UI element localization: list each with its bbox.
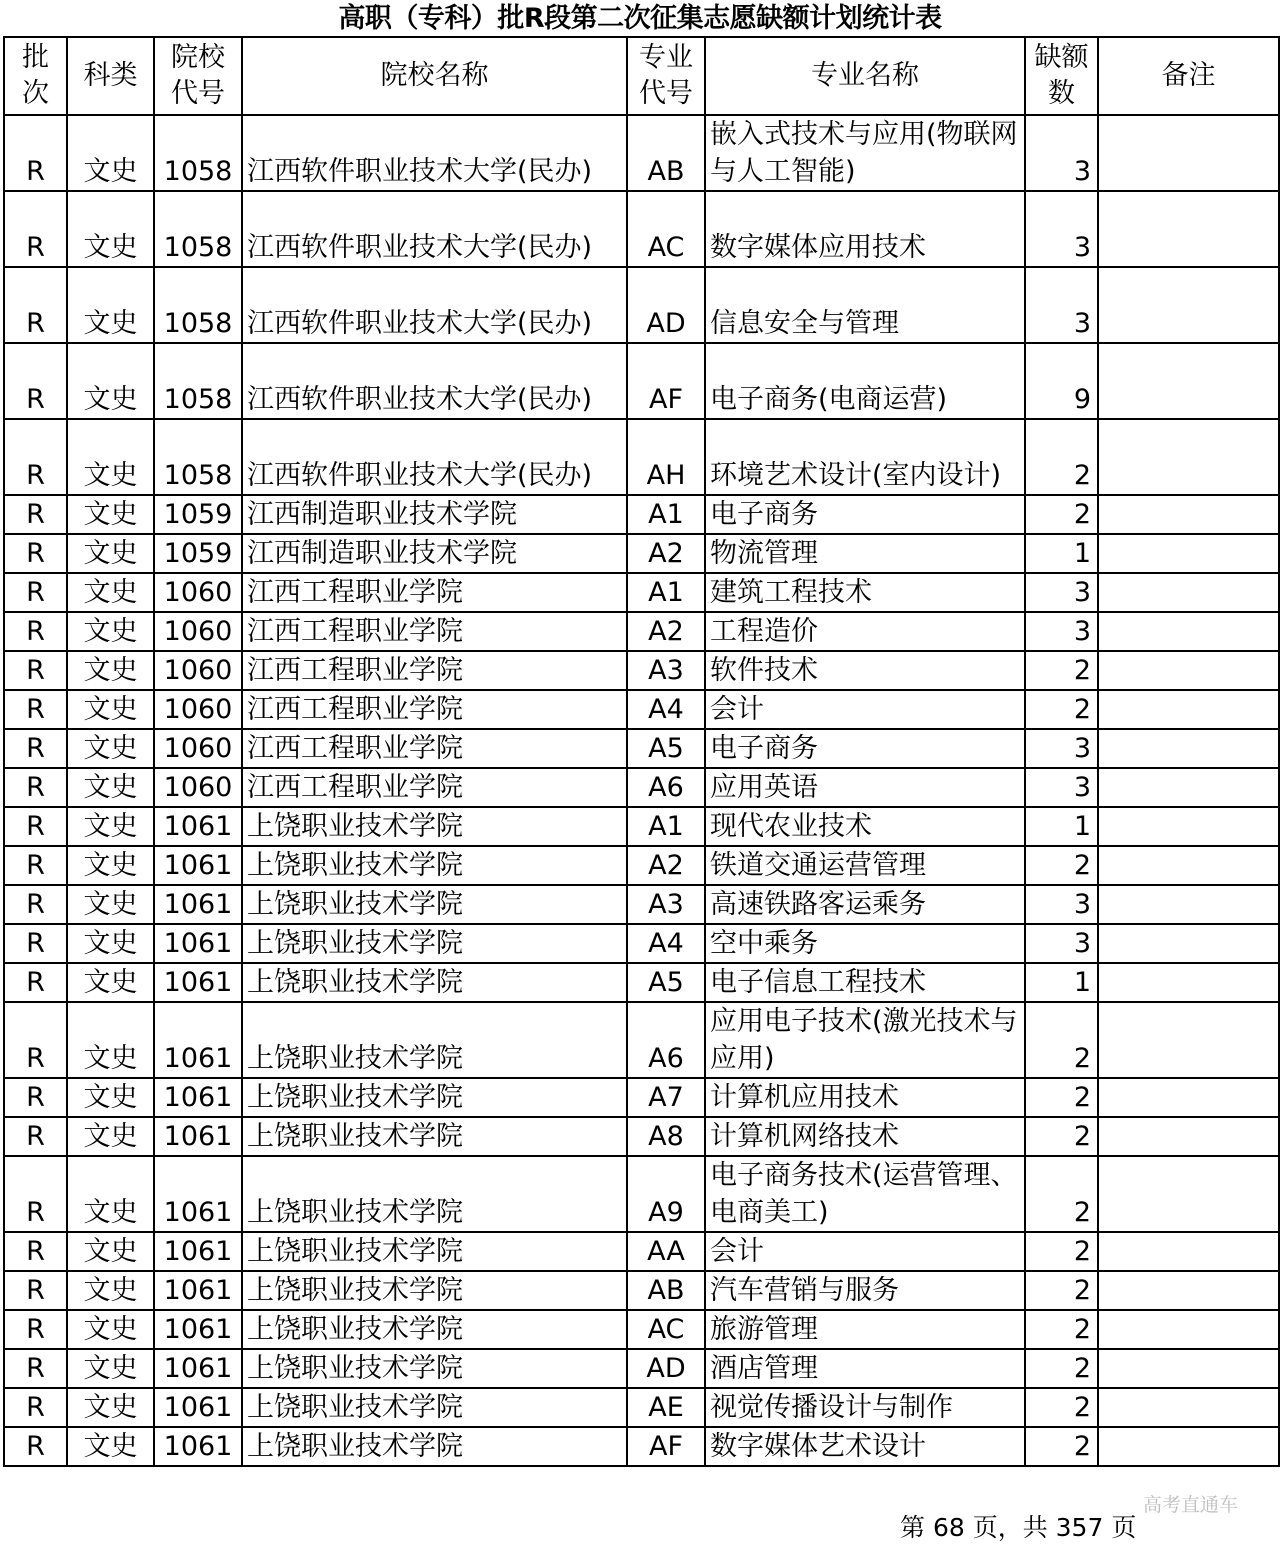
cell-category: 文史 — [67, 1271, 154, 1310]
cell-school-name: 上饶职业技术学院 — [242, 1427, 627, 1466]
header-row — [4, 37, 1279, 115]
table-row — [4, 267, 1279, 343]
cell-major-name: 酒店管理 — [705, 1349, 1025, 1388]
watermark: 高考直通车 — [1143, 1494, 1239, 1516]
cell-school-name: 江西工程职业学院 — [242, 651, 627, 690]
cell-remarks — [1098, 1232, 1279, 1271]
cell-remarks — [1098, 419, 1279, 495]
cell-category: 文史 — [67, 534, 154, 573]
cell-category: 文史 — [67, 612, 154, 651]
header-batch: 批 次 — [4, 37, 67, 115]
cell-remarks — [1098, 1427, 1279, 1466]
table-row — [4, 1117, 1279, 1156]
cell-vacancies: 3 — [1025, 768, 1098, 807]
cell-remarks — [1098, 612, 1279, 651]
cell-school-code: 1060 — [154, 768, 242, 807]
cell-major-name: 物流管理 — [705, 534, 1025, 573]
cell-school-name: 江西软件职业技术大学(民办) — [242, 343, 627, 419]
cell-major-name: 汽车营销与服务 — [705, 1271, 1025, 1310]
cell-category: 文史 — [67, 885, 154, 924]
cell-school-code: 1061 — [154, 1271, 242, 1310]
cell-batch: R — [4, 1388, 67, 1427]
cell-category: 文史 — [67, 1427, 154, 1466]
header-school-code: 院校 代号 — [154, 37, 242, 115]
table-row — [4, 1349, 1279, 1388]
cell-vacancies: 2 — [1025, 1388, 1098, 1427]
cell-school-code: 1060 — [154, 729, 242, 768]
table-row — [4, 534, 1279, 573]
cell-batch: R — [4, 419, 67, 495]
cell-school-code: 1060 — [154, 612, 242, 651]
table-row — [4, 807, 1279, 846]
cell-major-code: A2 — [627, 612, 705, 651]
cell-school-code: 1058 — [154, 191, 242, 267]
cell-school-name: 江西工程职业学院 — [242, 690, 627, 729]
cell-major-name: 电子商务技术(运营管理、电商美工) — [705, 1156, 1025, 1232]
cell-major-code: A1 — [627, 495, 705, 534]
cell-batch: R — [4, 690, 67, 729]
cell-major-name: 视觉传播设计与制作 — [705, 1388, 1025, 1427]
cell-remarks — [1098, 807, 1279, 846]
cell-major-code: AA — [627, 1232, 705, 1271]
cell-school-name: 江西制造职业技术学院 — [242, 534, 627, 573]
cell-remarks — [1098, 1388, 1279, 1427]
cell-category: 文史 — [67, 846, 154, 885]
cell-vacancies: 2 — [1025, 1310, 1098, 1349]
cell-school-code: 1061 — [154, 924, 242, 963]
cell-vacancies: 2 — [1025, 1156, 1098, 1232]
cell-school-code: 1061 — [154, 1117, 242, 1156]
cell-category: 文史 — [67, 1349, 154, 1388]
header-remarks: 备注 — [1098, 37, 1279, 115]
header-school-name: 院校名称 — [242, 37, 627, 115]
cell-school-code: 1061 — [154, 1427, 242, 1466]
cell-vacancies: 2 — [1025, 1232, 1098, 1271]
cell-batch: R — [4, 573, 67, 612]
cell-batch: R — [4, 1078, 67, 1117]
cell-school-name: 上饶职业技术学院 — [242, 1271, 627, 1310]
cell-school-code: 1058 — [154, 343, 242, 419]
cell-school-code: 1061 — [154, 1002, 242, 1078]
cell-remarks — [1098, 729, 1279, 768]
cell-batch: R — [4, 267, 67, 343]
cell-school-code: 1060 — [154, 573, 242, 612]
cell-school-code: 1061 — [154, 1078, 242, 1117]
cell-major-name: 计算机应用技术 — [705, 1078, 1025, 1117]
cell-school-name: 江西工程职业学院 — [242, 573, 627, 612]
cell-major-code: A7 — [627, 1078, 705, 1117]
cell-major-code: A3 — [627, 885, 705, 924]
cell-category: 文史 — [67, 1388, 154, 1427]
cell-major-name: 应用英语 — [705, 768, 1025, 807]
table-row — [4, 1002, 1279, 1078]
header-major-name: 专业名称 — [705, 37, 1025, 115]
cell-category: 文史 — [67, 115, 154, 191]
cell-major-code: A3 — [627, 651, 705, 690]
cell-major-code: A6 — [627, 768, 705, 807]
table-row — [4, 495, 1279, 534]
cell-category: 文史 — [67, 1232, 154, 1271]
table-row — [4, 191, 1279, 267]
cell-vacancies: 2 — [1025, 495, 1098, 534]
cell-major-code: A2 — [627, 534, 705, 573]
cell-category: 文史 — [67, 1002, 154, 1078]
cell-remarks — [1098, 1310, 1279, 1349]
cell-major-code: AF — [627, 1427, 705, 1466]
cell-category: 文史 — [67, 191, 154, 267]
cell-vacancies: 3 — [1025, 267, 1098, 343]
cell-batch: R — [4, 963, 67, 1002]
cell-vacancies: 3 — [1025, 115, 1098, 191]
table-row — [4, 1156, 1279, 1232]
cell-vacancies: 1 — [1025, 534, 1098, 573]
cell-category: 文史 — [67, 768, 154, 807]
cell-school-code: 1061 — [154, 807, 242, 846]
cell-school-code: 1060 — [154, 651, 242, 690]
cell-school-code: 1061 — [154, 1349, 242, 1388]
cell-batch: R — [4, 885, 67, 924]
cell-remarks — [1098, 924, 1279, 963]
cell-school-name: 江西工程职业学院 — [242, 768, 627, 807]
cell-school-name: 上饶职业技术学院 — [242, 963, 627, 1002]
cell-category: 文史 — [67, 807, 154, 846]
cell-vacancies: 2 — [1025, 1117, 1098, 1156]
cell-major-code: AE — [627, 1388, 705, 1427]
cell-school-name: 上饶职业技术学院 — [242, 846, 627, 885]
cell-major-code: A6 — [627, 1002, 705, 1078]
cell-major-code: A8 — [627, 1117, 705, 1156]
cell-category: 文史 — [67, 495, 154, 534]
cell-school-name: 上饶职业技术学院 — [242, 1232, 627, 1271]
table-row — [4, 1271, 1279, 1310]
cell-major-name: 高速铁路客运乘务 — [705, 885, 1025, 924]
cell-vacancies: 3 — [1025, 885, 1098, 924]
cell-school-name: 江西软件职业技术大学(民办) — [242, 115, 627, 191]
cell-major-code: AD — [627, 1349, 705, 1388]
cell-school-name: 上饶职业技术学院 — [242, 1310, 627, 1349]
cell-remarks — [1098, 768, 1279, 807]
cell-school-code: 1061 — [154, 1156, 242, 1232]
cell-school-name: 上饶职业技术学院 — [242, 1156, 627, 1232]
cell-category: 文史 — [67, 267, 154, 343]
cell-vacancies: 9 — [1025, 343, 1098, 419]
cell-remarks — [1098, 1271, 1279, 1310]
cell-school-code: 1061 — [154, 846, 242, 885]
cell-remarks — [1098, 534, 1279, 573]
cell-batch: R — [4, 1002, 67, 1078]
cell-batch: R — [4, 729, 67, 768]
cell-major-name: 工程造价 — [705, 612, 1025, 651]
cell-batch: R — [4, 191, 67, 267]
cell-category: 文史 — [67, 729, 154, 768]
table-row — [4, 963, 1279, 1002]
cell-major-code: AC — [627, 191, 705, 267]
cell-remarks — [1098, 1117, 1279, 1156]
cell-remarks — [1098, 885, 1279, 924]
cell-school-code: 1061 — [154, 1388, 242, 1427]
cell-remarks — [1098, 1078, 1279, 1117]
cell-major-name: 铁道交通运营管理 — [705, 846, 1025, 885]
cell-school-name: 江西工程职业学院 — [242, 729, 627, 768]
page-number: 第 68 页，共 357 页 — [900, 1513, 1137, 1542]
cell-vacancies: 2 — [1025, 651, 1098, 690]
cell-school-code: 1060 — [154, 690, 242, 729]
cell-vacancies: 2 — [1025, 1427, 1098, 1466]
cell-category: 文史 — [67, 1156, 154, 1232]
cell-batch: R — [4, 1271, 67, 1310]
cell-major-name: 建筑工程技术 — [705, 573, 1025, 612]
cell-remarks — [1098, 651, 1279, 690]
cell-batch: R — [4, 1156, 67, 1232]
cell-remarks — [1098, 1002, 1279, 1078]
cell-major-code: A4 — [627, 924, 705, 963]
cell-remarks — [1098, 1349, 1279, 1388]
cell-batch: R — [4, 115, 67, 191]
cell-vacancies: 2 — [1025, 690, 1098, 729]
cell-vacancies: 2 — [1025, 1078, 1098, 1117]
table-row — [4, 924, 1279, 963]
cell-major-name: 软件技术 — [705, 651, 1025, 690]
cell-school-name: 上饶职业技术学院 — [242, 885, 627, 924]
cell-school-name: 江西软件职业技术大学(民办) — [242, 419, 627, 495]
cell-school-name: 上饶职业技术学院 — [242, 1117, 627, 1156]
table-row — [4, 612, 1279, 651]
cell-batch: R — [4, 807, 67, 846]
cell-school-code: 1061 — [154, 963, 242, 1002]
cell-school-name: 江西软件职业技术大学(民办) — [242, 267, 627, 343]
cell-vacancies: 2 — [1025, 1271, 1098, 1310]
cell-school-name: 上饶职业技术学院 — [242, 1388, 627, 1427]
cell-category: 文史 — [67, 573, 154, 612]
cell-major-name: 旅游管理 — [705, 1310, 1025, 1349]
cell-batch: R — [4, 1232, 67, 1271]
cell-major-code: A1 — [627, 807, 705, 846]
vacancy-table — [3, 36, 1280, 1467]
cell-major-name: 电子商务 — [705, 495, 1025, 534]
cell-category: 文史 — [67, 690, 154, 729]
table-row — [4, 573, 1279, 612]
cell-school-name: 上饶职业技术学院 — [242, 807, 627, 846]
cell-vacancies: 2 — [1025, 846, 1098, 885]
cell-vacancies: 3 — [1025, 191, 1098, 267]
cell-school-code: 1058 — [154, 115, 242, 191]
table-row — [4, 729, 1279, 768]
cell-batch: R — [4, 1117, 67, 1156]
cell-major-name: 电子信息工程技术 — [705, 963, 1025, 1002]
cell-school-code: 1061 — [154, 885, 242, 924]
cell-category: 文史 — [67, 651, 154, 690]
cell-remarks — [1098, 343, 1279, 419]
cell-major-name: 会计 — [705, 690, 1025, 729]
cell-vacancies: 3 — [1025, 573, 1098, 612]
cell-batch: R — [4, 651, 67, 690]
cell-vacancies: 3 — [1025, 612, 1098, 651]
table-row — [4, 1078, 1279, 1117]
cell-school-name: 上饶职业技术学院 — [242, 924, 627, 963]
cell-category: 文史 — [67, 1078, 154, 1117]
cell-major-code: AB — [627, 115, 705, 191]
cell-school-name: 上饶职业技术学院 — [242, 1349, 627, 1388]
cell-remarks — [1098, 963, 1279, 1002]
cell-school-code: 1059 — [154, 534, 242, 573]
cell-major-code: A9 — [627, 1156, 705, 1232]
cell-school-code: 1058 — [154, 267, 242, 343]
page-title: 高职（专科）批R段第二次征集志愿缺额计划统计表 — [338, 3, 942, 34]
table-row — [4, 1427, 1279, 1466]
header-major-code: 专业 代号 — [627, 37, 705, 115]
cell-vacancies: 3 — [1025, 729, 1098, 768]
cell-school-code: 1059 — [154, 495, 242, 534]
cell-batch: R — [4, 1349, 67, 1388]
cell-vacancies: 1 — [1025, 963, 1098, 1002]
cell-major-name: 环境艺术设计(室内设计) — [705, 419, 1025, 495]
cell-remarks — [1098, 846, 1279, 885]
cell-category: 文史 — [67, 419, 154, 495]
cell-vacancies: 2 — [1025, 1002, 1098, 1078]
cell-major-name: 电子商务(电商运营) — [705, 343, 1025, 419]
cell-school-name: 上饶职业技术学院 — [242, 1002, 627, 1078]
cell-category: 文史 — [67, 963, 154, 1002]
cell-category: 文史 — [67, 924, 154, 963]
cell-major-code: A2 — [627, 846, 705, 885]
cell-school-code: 1058 — [154, 419, 242, 495]
cell-remarks — [1098, 690, 1279, 729]
cell-remarks — [1098, 267, 1279, 343]
cell-major-name: 数字媒体艺术设计 — [705, 1427, 1025, 1466]
cell-major-name: 会计 — [705, 1232, 1025, 1271]
cell-vacancies: 2 — [1025, 1349, 1098, 1388]
table-row — [4, 343, 1279, 419]
cell-major-name: 应用电子技术(激光技术与应用) — [705, 1002, 1025, 1078]
cell-batch: R — [4, 924, 67, 963]
cell-major-code: A5 — [627, 963, 705, 1002]
table-row — [4, 115, 1279, 191]
table-row — [4, 651, 1279, 690]
cell-batch: R — [4, 1427, 67, 1466]
table-body — [4, 115, 1279, 1466]
cell-category: 文史 — [67, 1310, 154, 1349]
cell-major-name: 数字媒体应用技术 — [705, 191, 1025, 267]
table-row — [4, 768, 1279, 807]
cell-batch: R — [4, 768, 67, 807]
cell-major-code: AC — [627, 1310, 705, 1349]
cell-batch: R — [4, 534, 67, 573]
cell-major-code: AH — [627, 419, 705, 495]
cell-batch: R — [4, 846, 67, 885]
cell-vacancies: 3 — [1025, 924, 1098, 963]
table-row — [4, 1232, 1279, 1271]
cell-major-code: A4 — [627, 690, 705, 729]
table-row — [4, 1388, 1279, 1427]
table-row — [4, 690, 1279, 729]
cell-batch: R — [4, 1310, 67, 1349]
cell-batch: R — [4, 495, 67, 534]
table-row — [4, 846, 1279, 885]
cell-major-code: AB — [627, 1271, 705, 1310]
table-row — [4, 419, 1279, 495]
cell-major-code: AF — [627, 343, 705, 419]
table-row — [4, 1310, 1279, 1349]
cell-school-name: 江西工程职业学院 — [242, 612, 627, 651]
cell-major-name: 信息安全与管理 — [705, 267, 1025, 343]
cell-remarks — [1098, 115, 1279, 191]
cell-major-name: 现代农业技术 — [705, 807, 1025, 846]
table-row — [4, 885, 1279, 924]
cell-school-name: 江西软件职业技术大学(民办) — [242, 191, 627, 267]
cell-school-code: 1061 — [154, 1310, 242, 1349]
cell-major-name: 空中乘务 — [705, 924, 1025, 963]
cell-major-name: 嵌入式技术与应用(物联网与人工智能) — [705, 115, 1025, 191]
cell-batch: R — [4, 612, 67, 651]
cell-major-code: A1 — [627, 573, 705, 612]
cell-vacancies: 1 — [1025, 807, 1098, 846]
cell-school-name: 上饶职业技术学院 — [242, 1078, 627, 1117]
cell-remarks — [1098, 495, 1279, 534]
cell-remarks — [1098, 573, 1279, 612]
cell-school-code: 1061 — [154, 1232, 242, 1271]
cell-school-name: 江西制造职业技术学院 — [242, 495, 627, 534]
cell-major-code: A5 — [627, 729, 705, 768]
cell-batch: R — [4, 343, 67, 419]
cell-category: 文史 — [67, 1117, 154, 1156]
header-vacancies: 缺额 数 — [1025, 37, 1098, 115]
cell-major-name: 计算机网络技术 — [705, 1117, 1025, 1156]
cell-remarks — [1098, 191, 1279, 267]
cell-remarks — [1098, 1156, 1279, 1232]
header-category: 科类 — [67, 37, 154, 115]
cell-major-name: 电子商务 — [705, 729, 1025, 768]
cell-major-code: AD — [627, 267, 705, 343]
cell-category: 文史 — [67, 343, 154, 419]
cell-vacancies: 2 — [1025, 419, 1098, 495]
